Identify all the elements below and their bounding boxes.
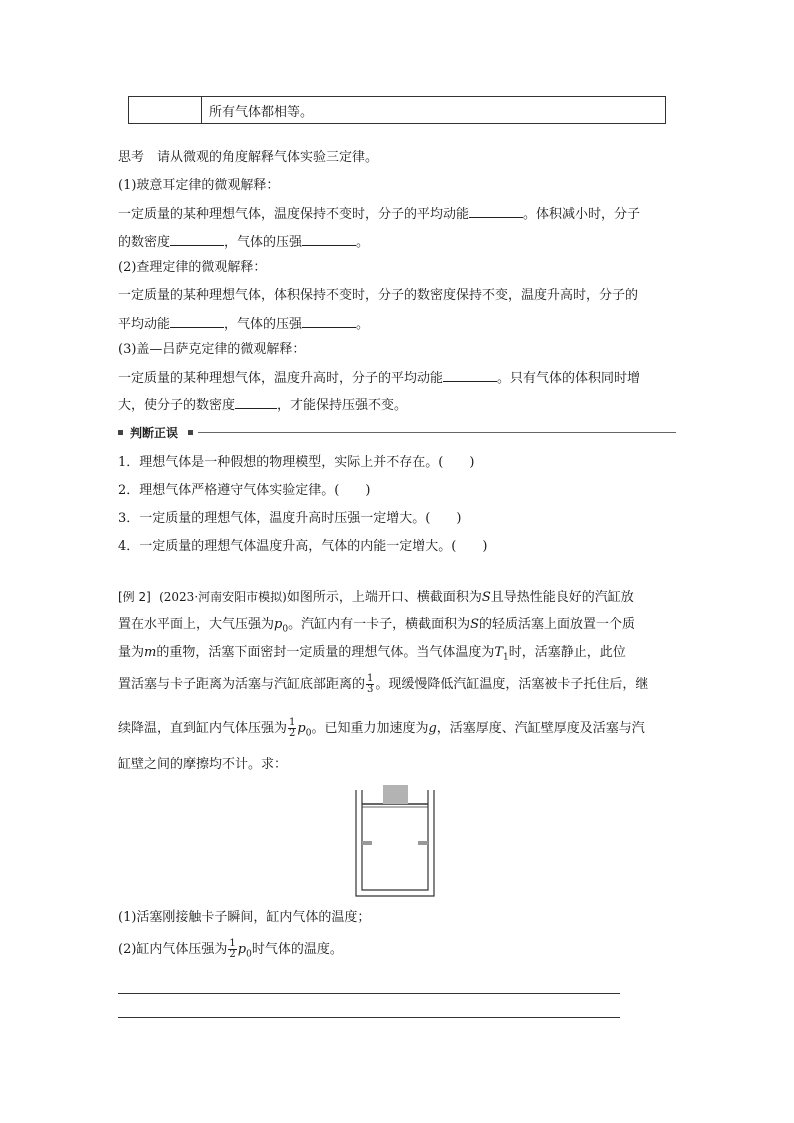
- weight: [383, 785, 408, 804]
- fraction-num: 1: [289, 717, 296, 728]
- var-S: S: [470, 617, 479, 632]
- answer-blank[interactable]: [235, 394, 277, 409]
- fraction-den: 2: [229, 949, 236, 960]
- example-text: 。现缓慢降低汽缸温度，活塞被卡子托住后，继: [375, 677, 649, 692]
- gay-text-1b: 。只有气体的体积同时增: [497, 371, 641, 386]
- boyle-line-1: [118, 203, 640, 225]
- gay-line-1: [118, 367, 640, 389]
- table-divider: [201, 97, 202, 123]
- table-cell-text: 所有气体都相等。: [209, 105, 314, 120]
- example-line-6: 缸壁之间的摩擦均不计。求：: [118, 757, 288, 772]
- example-line-5: [118, 715, 645, 748]
- boyle-text-2c: 。: [356, 235, 370, 250]
- answer-blank[interactable]: [170, 313, 224, 328]
- gay-title: (3)盖—吕萨克定律的微观解释：: [118, 342, 306, 357]
- fraction-one-half: [288, 718, 296, 739]
- answer-blank[interactable]: [443, 367, 497, 382]
- example-line-4: [118, 671, 648, 699]
- boyle-text-1b: 。体积减小时，分子: [523, 207, 641, 222]
- var-p: p: [237, 942, 247, 957]
- charles-line-1: 一定质量的某种理想气体，体积保持不变时，分子的数密度保持不变，温度升高时，分子的: [118, 288, 639, 303]
- judge-item: 2．理想气体严格遵守气体实验定律。( ): [118, 483, 371, 498]
- answer-line[interactable]: [118, 993, 620, 994]
- judge-item: 3．一定质量的理想气体，温度升高时压强一定增大。( ): [118, 511, 462, 526]
- example-text: 且导热性能良好的汽缸放: [490, 590, 634, 605]
- section-rule: [198, 432, 676, 433]
- boyle-text-1: 一定质量的某种理想气体，温度保持不变时，分子的平均动能: [118, 207, 470, 222]
- charles-title: (2)查理定律的微观解释：: [118, 260, 267, 275]
- example-text: ，活塞厚度、汽缸壁厚度及活塞与汽: [436, 721, 645, 736]
- example-line-1: [118, 587, 634, 608]
- fraction-num: 1: [229, 938, 236, 949]
- example-tag: [例 2]: [118, 590, 151, 604]
- example-text: 续降温，直到缸内气体压强为: [118, 721, 288, 736]
- subscript: 0: [246, 949, 252, 960]
- fraction-den: 3: [367, 684, 374, 695]
- subscript: 0: [282, 624, 289, 635]
- square-bullet-icon: [188, 430, 193, 435]
- fraction-one-third: [366, 674, 374, 695]
- boyle-text-2b: ，气体的压强: [224, 235, 303, 250]
- var-T: T: [494, 645, 504, 660]
- thinking-intro: 思考 请从微观的角度解释气体实验三定律。: [118, 150, 379, 165]
- gay-text-2a: 大，使分子的数密度: [118, 398, 236, 413]
- example-text: 。汽缸内有一卡子，横截面积为: [288, 617, 471, 632]
- example-text: 时，活塞静止，此位: [508, 645, 626, 660]
- judge-item: 1．理想气体是一种假想的物理模型，实际上并不存在。( ): [118, 455, 475, 470]
- boyle-text-2a: 的数密度: [118, 235, 171, 250]
- example-text: 置在水平面上，大气压强为: [118, 617, 275, 632]
- example-line-2: [118, 615, 635, 640]
- fraction-one-half: [228, 939, 236, 960]
- example-text: 。已知重力加速度为: [311, 721, 429, 736]
- example-text: 置活塞与卡子距离为活塞与汽缸底部距离的: [118, 677, 366, 692]
- cylinder-inner-wall: [362, 790, 428, 890]
- judge-item: 4．一定质量的理想气体温度升高，气体的内能一定增大。( ): [118, 539, 488, 554]
- gay-text-1a: 一定质量的某种理想气体，温度升高时，分子的平均动能: [118, 371, 444, 386]
- var-p: p: [274, 617, 283, 632]
- example-text: 如图所示，上端开口、横截面积为: [286, 590, 482, 605]
- clip-left: [362, 841, 372, 845]
- clip-right: [418, 841, 428, 845]
- gay-text-2b: ，才能保持压强不变。: [277, 398, 408, 413]
- answer-blank[interactable]: [302, 231, 356, 246]
- section-header: [118, 426, 676, 440]
- charles-text-2b: ，气体的压强: [224, 317, 303, 332]
- example-text: 的重物，活塞下面密封一定质量的理想气体。当气体温度为: [156, 645, 495, 660]
- charles-line-2: [118, 313, 369, 335]
- section-title: 判断正误: [130, 426, 179, 440]
- gay-line-2: [118, 394, 407, 416]
- question-2: [118, 936, 343, 969]
- answer-blank[interactable]: [469, 203, 523, 218]
- example-source: (2023·河南安阳市模拟): [159, 590, 287, 604]
- var-g: g: [428, 721, 437, 736]
- var-p: p: [297, 721, 306, 736]
- answer-blank[interactable]: [170, 231, 224, 246]
- boyle-title: (1)玻意耳定律的微观解释：: [118, 178, 280, 193]
- example-text: 时气体的温度。: [251, 942, 343, 957]
- var-S: S: [481, 590, 491, 605]
- boyle-line-2: [118, 231, 369, 253]
- answer-line[interactable]: [118, 1017, 620, 1018]
- example-text: 量为: [118, 645, 145, 660]
- fraction-num: 1: [367, 673, 374, 684]
- example-text: (2)缸内气体压强为: [118, 942, 228, 957]
- cylinder-figure: [350, 780, 440, 900]
- charles-text-2c: 。: [356, 317, 370, 332]
- example-line-3: [118, 643, 626, 668]
- table-row: [128, 96, 666, 124]
- example-text: 的轻质活塞上面放置一个质: [479, 617, 636, 632]
- subscript: 1: [503, 652, 509, 663]
- charles-text-2a: 平均动能: [118, 317, 171, 332]
- var-m: m: [144, 645, 157, 660]
- fraction-den: 2: [289, 728, 296, 739]
- subscript: 0: [305, 728, 312, 739]
- question-1: (1)活塞刚接触卡子瞬间，缸内气体的温度；: [118, 910, 371, 925]
- square-bullet-icon: [118, 430, 123, 435]
- answer-blank[interactable]: [302, 313, 356, 328]
